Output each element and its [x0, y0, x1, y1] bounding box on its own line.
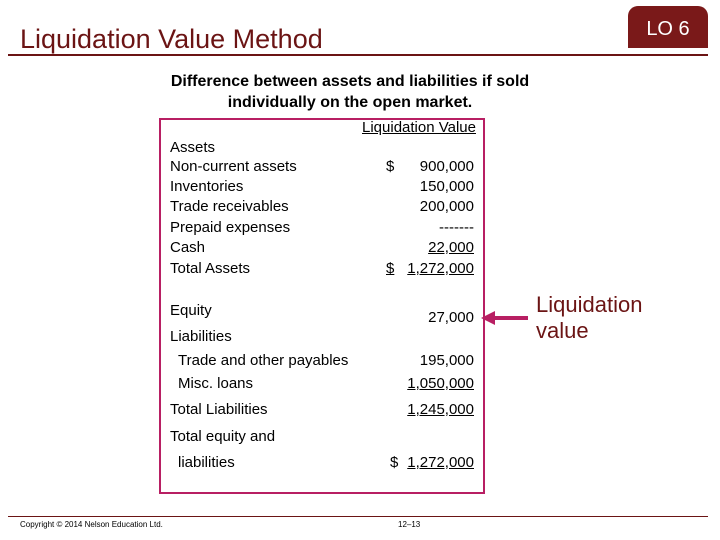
total-liabilities-value: 1,245,000: [407, 401, 474, 418]
copyright: Copyright © 2014 Nelson Education Ltd.: [20, 520, 163, 529]
total-assets-currency: $: [386, 260, 395, 277]
asset-label-noncurrent: Non-current assets: [170, 158, 297, 175]
callout-line1: Liquidation: [536, 292, 643, 317]
callout-label: [536, 292, 642, 344]
column-heading: Liquidation Value: [362, 119, 476, 136]
asset-label-inventories: Inventories: [170, 178, 244, 195]
page-number: 12–13: [398, 520, 421, 529]
liability-value-payables: 195,000: [419, 352, 474, 369]
asset-label-cash: Cash: [170, 239, 206, 256]
page-title: Liquidation Value Method: [20, 24, 323, 54]
footer-divider: [8, 516, 708, 517]
grand-total-label-line1: Total equity and: [170, 428, 276, 445]
total-assets-value: 1,272,000: [407, 260, 474, 277]
grand-total-label-line2: liabilities: [178, 454, 235, 471]
subtitle: Difference between assets and liabilities if sold individually on the open market.: [170, 73, 530, 111]
lo-badge: LO 6: [628, 6, 708, 48]
asset-value-noncurrent: 900,000: [419, 158, 474, 175]
asset-value-cash: 22,000: [428, 239, 474, 256]
asset-value-prepaid: -------: [439, 219, 474, 236]
asset-currency: $: [386, 158, 395, 175]
asset-label-prepaid: Prepaid expenses: [170, 219, 291, 236]
asset-value-receivables: 200,000: [419, 198, 474, 215]
liability-label-payables: Trade and other payables: [178, 352, 349, 369]
callout-arrow-shaft: [494, 316, 528, 320]
assets-heading: Assets: [170, 139, 216, 156]
liability-value-loans: 1,050,000: [407, 375, 474, 392]
grand-total-value: 1,272,000: [407, 454, 474, 471]
equity-value: 27,000: [428, 309, 474, 326]
liabilities-heading: Liabilities: [170, 328, 232, 345]
total-liabilities-label: Total Liabilities: [170, 401, 268, 418]
liability-label-loans: Misc. loans: [178, 375, 254, 392]
total-assets-label: Total Assets: [170, 260, 251, 277]
asset-value-inventories: 150,000: [419, 178, 474, 195]
equity-label: Equity: [170, 302, 212, 319]
left-arrow-icon: [481, 311, 495, 325]
asset-label-receivables: Trade receivables: [170, 198, 289, 215]
callout-line2: value: [536, 318, 589, 343]
grand-total-currency: $: [390, 454, 399, 471]
title-divider: [8, 54, 708, 56]
